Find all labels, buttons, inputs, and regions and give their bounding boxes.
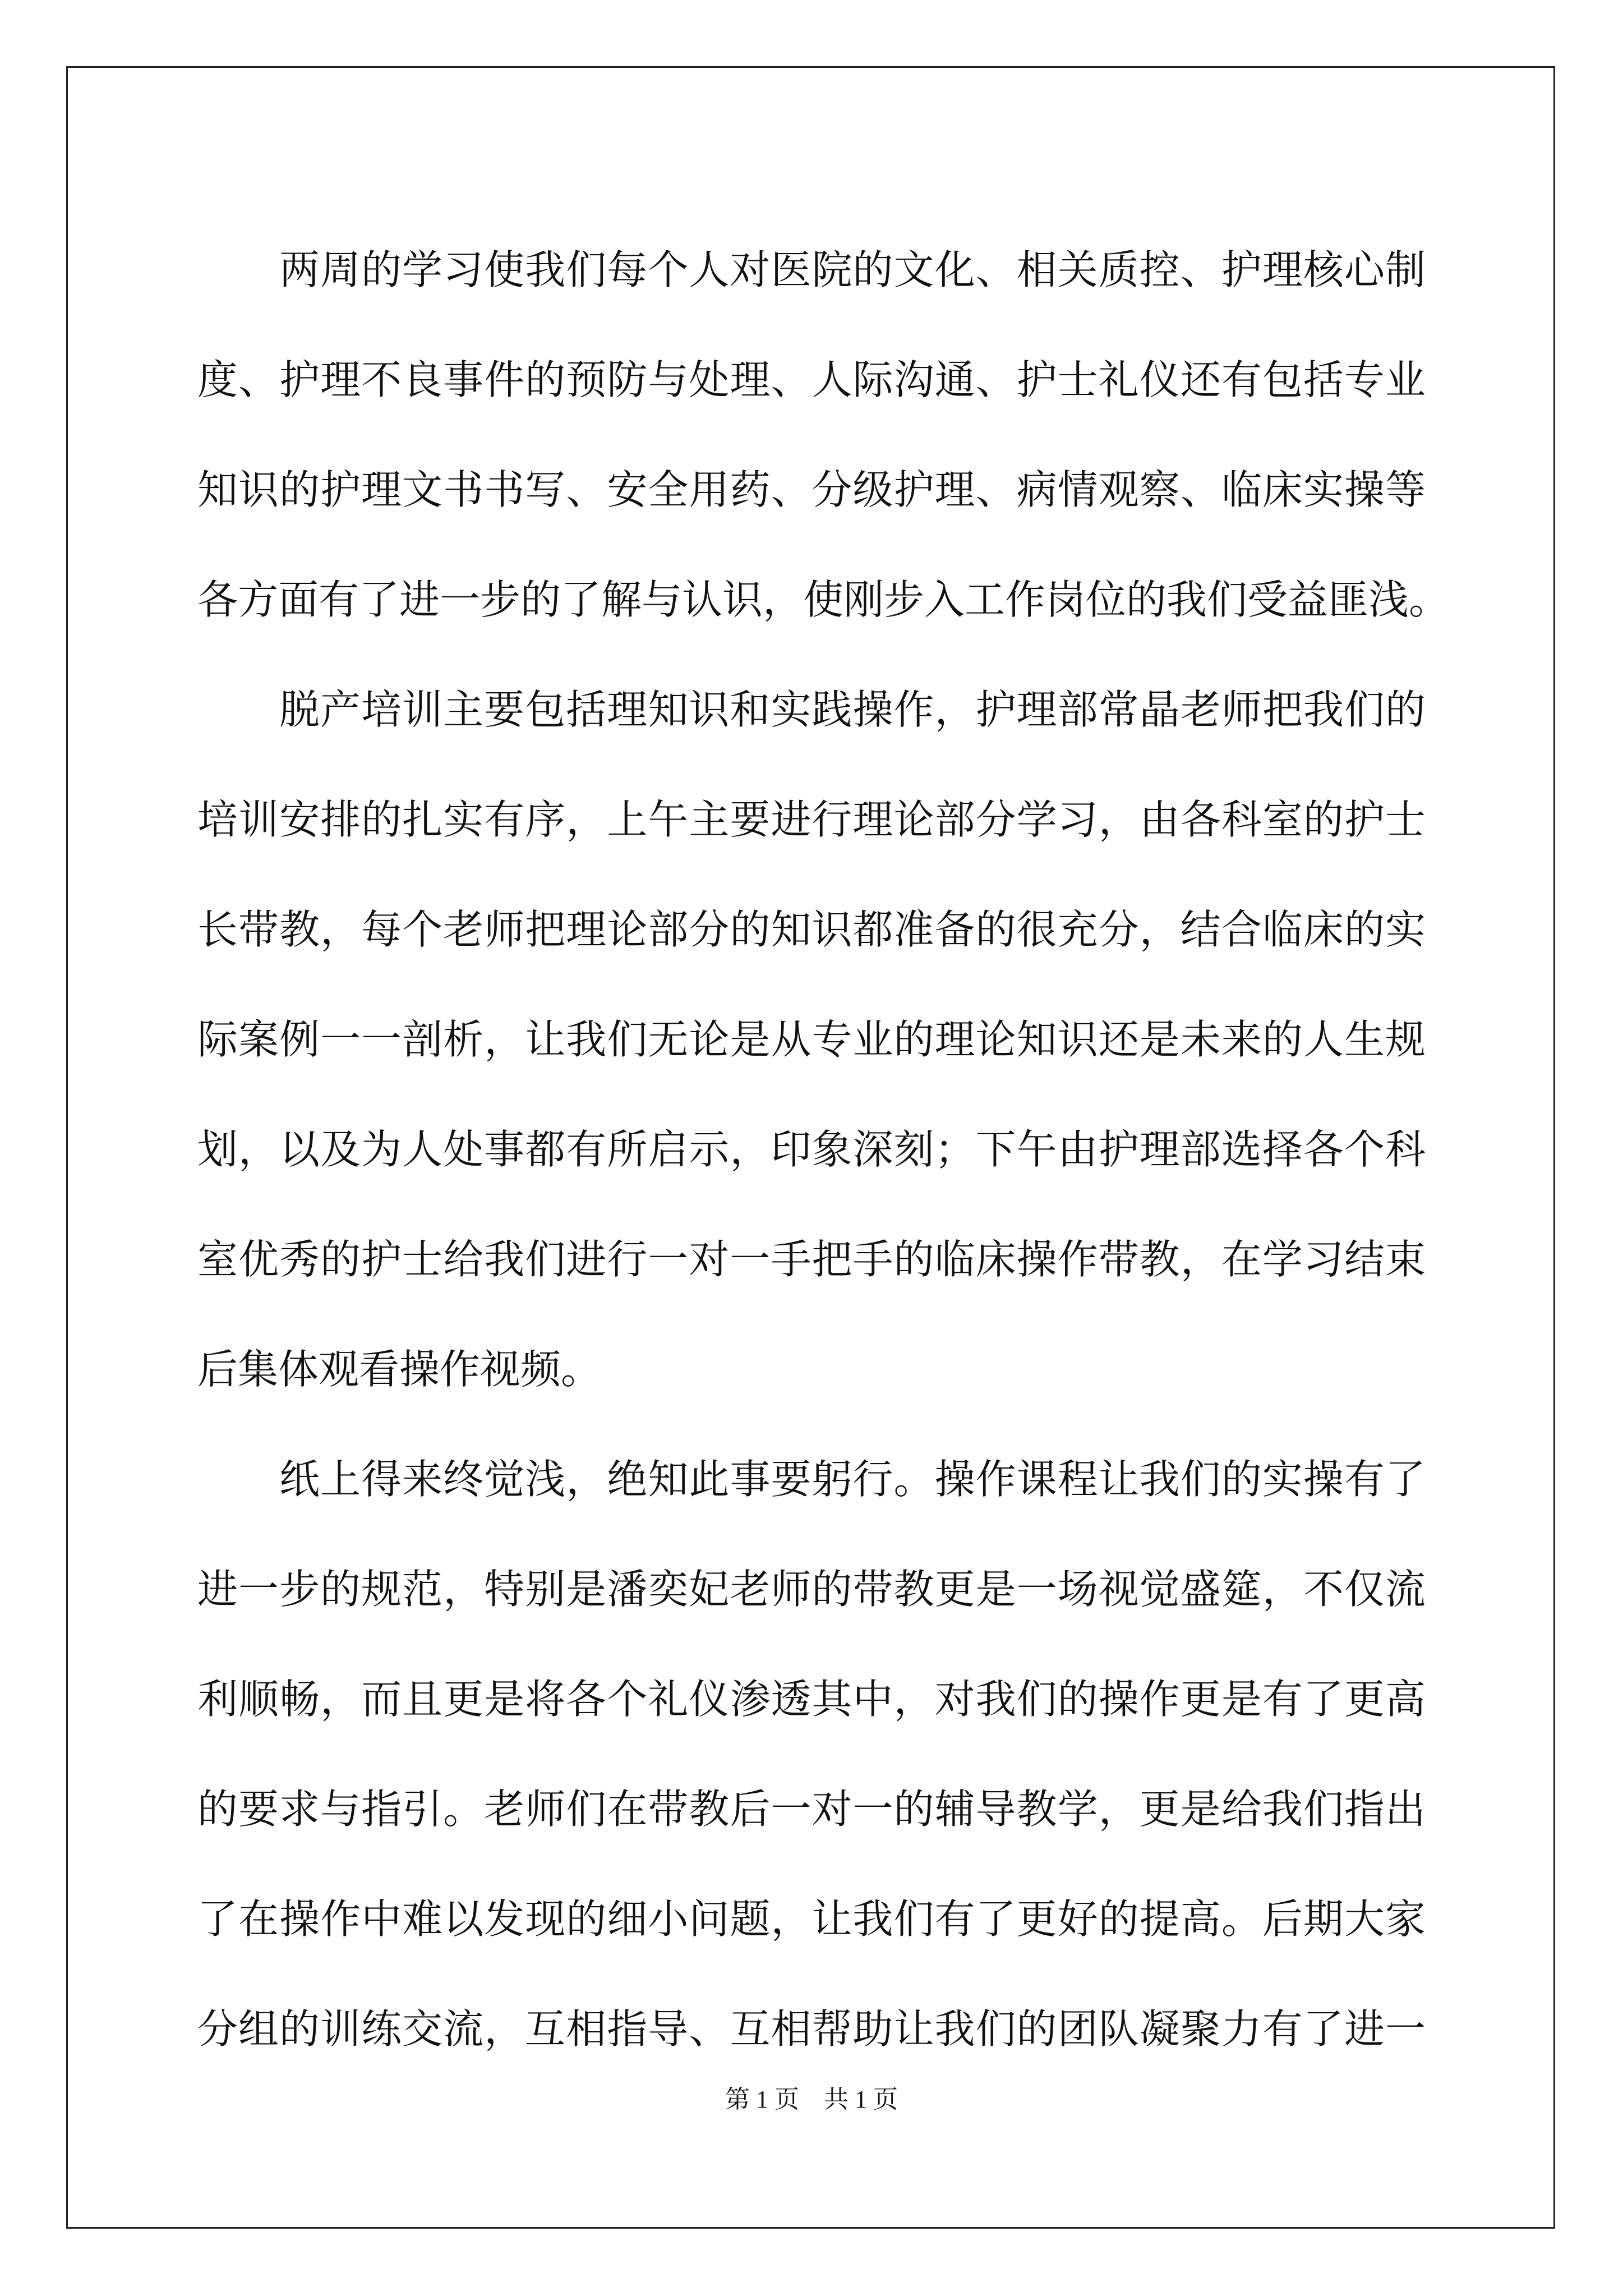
paragraph-3-line-3: 利顺畅，而且更是将各个礼仪渗透其中，对我们的操作更是有了更高 bbox=[197, 1676, 1426, 1723]
paragraph-2-line-1: 脱产培训主要包括理知识和实践操作，护理部常晶老师把我们的 bbox=[279, 686, 1426, 733]
paragraph-2-line-7: 后集体观看操作视频。 bbox=[197, 1346, 602, 1393]
paragraph-1-line-3: 知识的护理文书书写、安全用药、分级护理、病情观察、临床实操等 bbox=[197, 466, 1426, 513]
paragraph-3-line-5: 了在操作中难以发现的细小问题，让我们有了更好的提高。后期大家 bbox=[197, 1895, 1426, 1943]
paragraph-3-line-1: 纸上得来终觉浅，绝知此事要躬行。操作课程让我们的实操有了 bbox=[279, 1456, 1426, 1503]
paragraph-1-line-2: 度、护理不良事件的预防与处理、人际沟通、护士礼仪还有包括专业 bbox=[197, 356, 1426, 403]
page-number-footer: 第 1 页 共 1 页 bbox=[725, 2086, 898, 2113]
paragraph-1-line-4: 各方面有了进一步的了解与认识，使刚步入工作岗位的我们受益匪浅。 bbox=[197, 576, 1450, 623]
paragraph-2-line-4: 际案例一一剖析，让我们无论是从专业的理论知识还是未来的人生规 bbox=[197, 1016, 1426, 1063]
paragraph-1-line-1: 两周的学习使我们每个人对医院的文化、相关质控、护理核心制 bbox=[279, 246, 1426, 293]
paragraph-2-line-3: 长带教，每个老师把理论部分的知识都准备的很充分，结合临床的实 bbox=[197, 906, 1426, 953]
paragraph-3-line-4: 的要求与指引。老师们在带教后一对一的辅导教学，更是给我们指出 bbox=[197, 1786, 1426, 1833]
paragraph-3-line-6: 分组的训练交流，互相指导、互相帮助让我们的团队凝聚力有了进一 bbox=[197, 2005, 1426, 2053]
paragraph-2-line-5: 划，以及为人处事都有所启示，印象深刻；下午由护理部选择各个科 bbox=[197, 1126, 1426, 1173]
paragraph-3-line-2: 进一步的规范，特别是潘奕妃老师的带教更是一场视觉盛筵，不仅流 bbox=[197, 1566, 1426, 1613]
document-body bbox=[197, 215, 1450, 2084]
paragraph-2-line-6: 室优秀的护士给我们进行一对一手把手的临床操作带教，在学习结束 bbox=[197, 1236, 1426, 1283]
paragraph-2-line-2: 培训安排的扎实有序，上午主要进行理论部分学习，由各科室的护士 bbox=[197, 796, 1426, 843]
